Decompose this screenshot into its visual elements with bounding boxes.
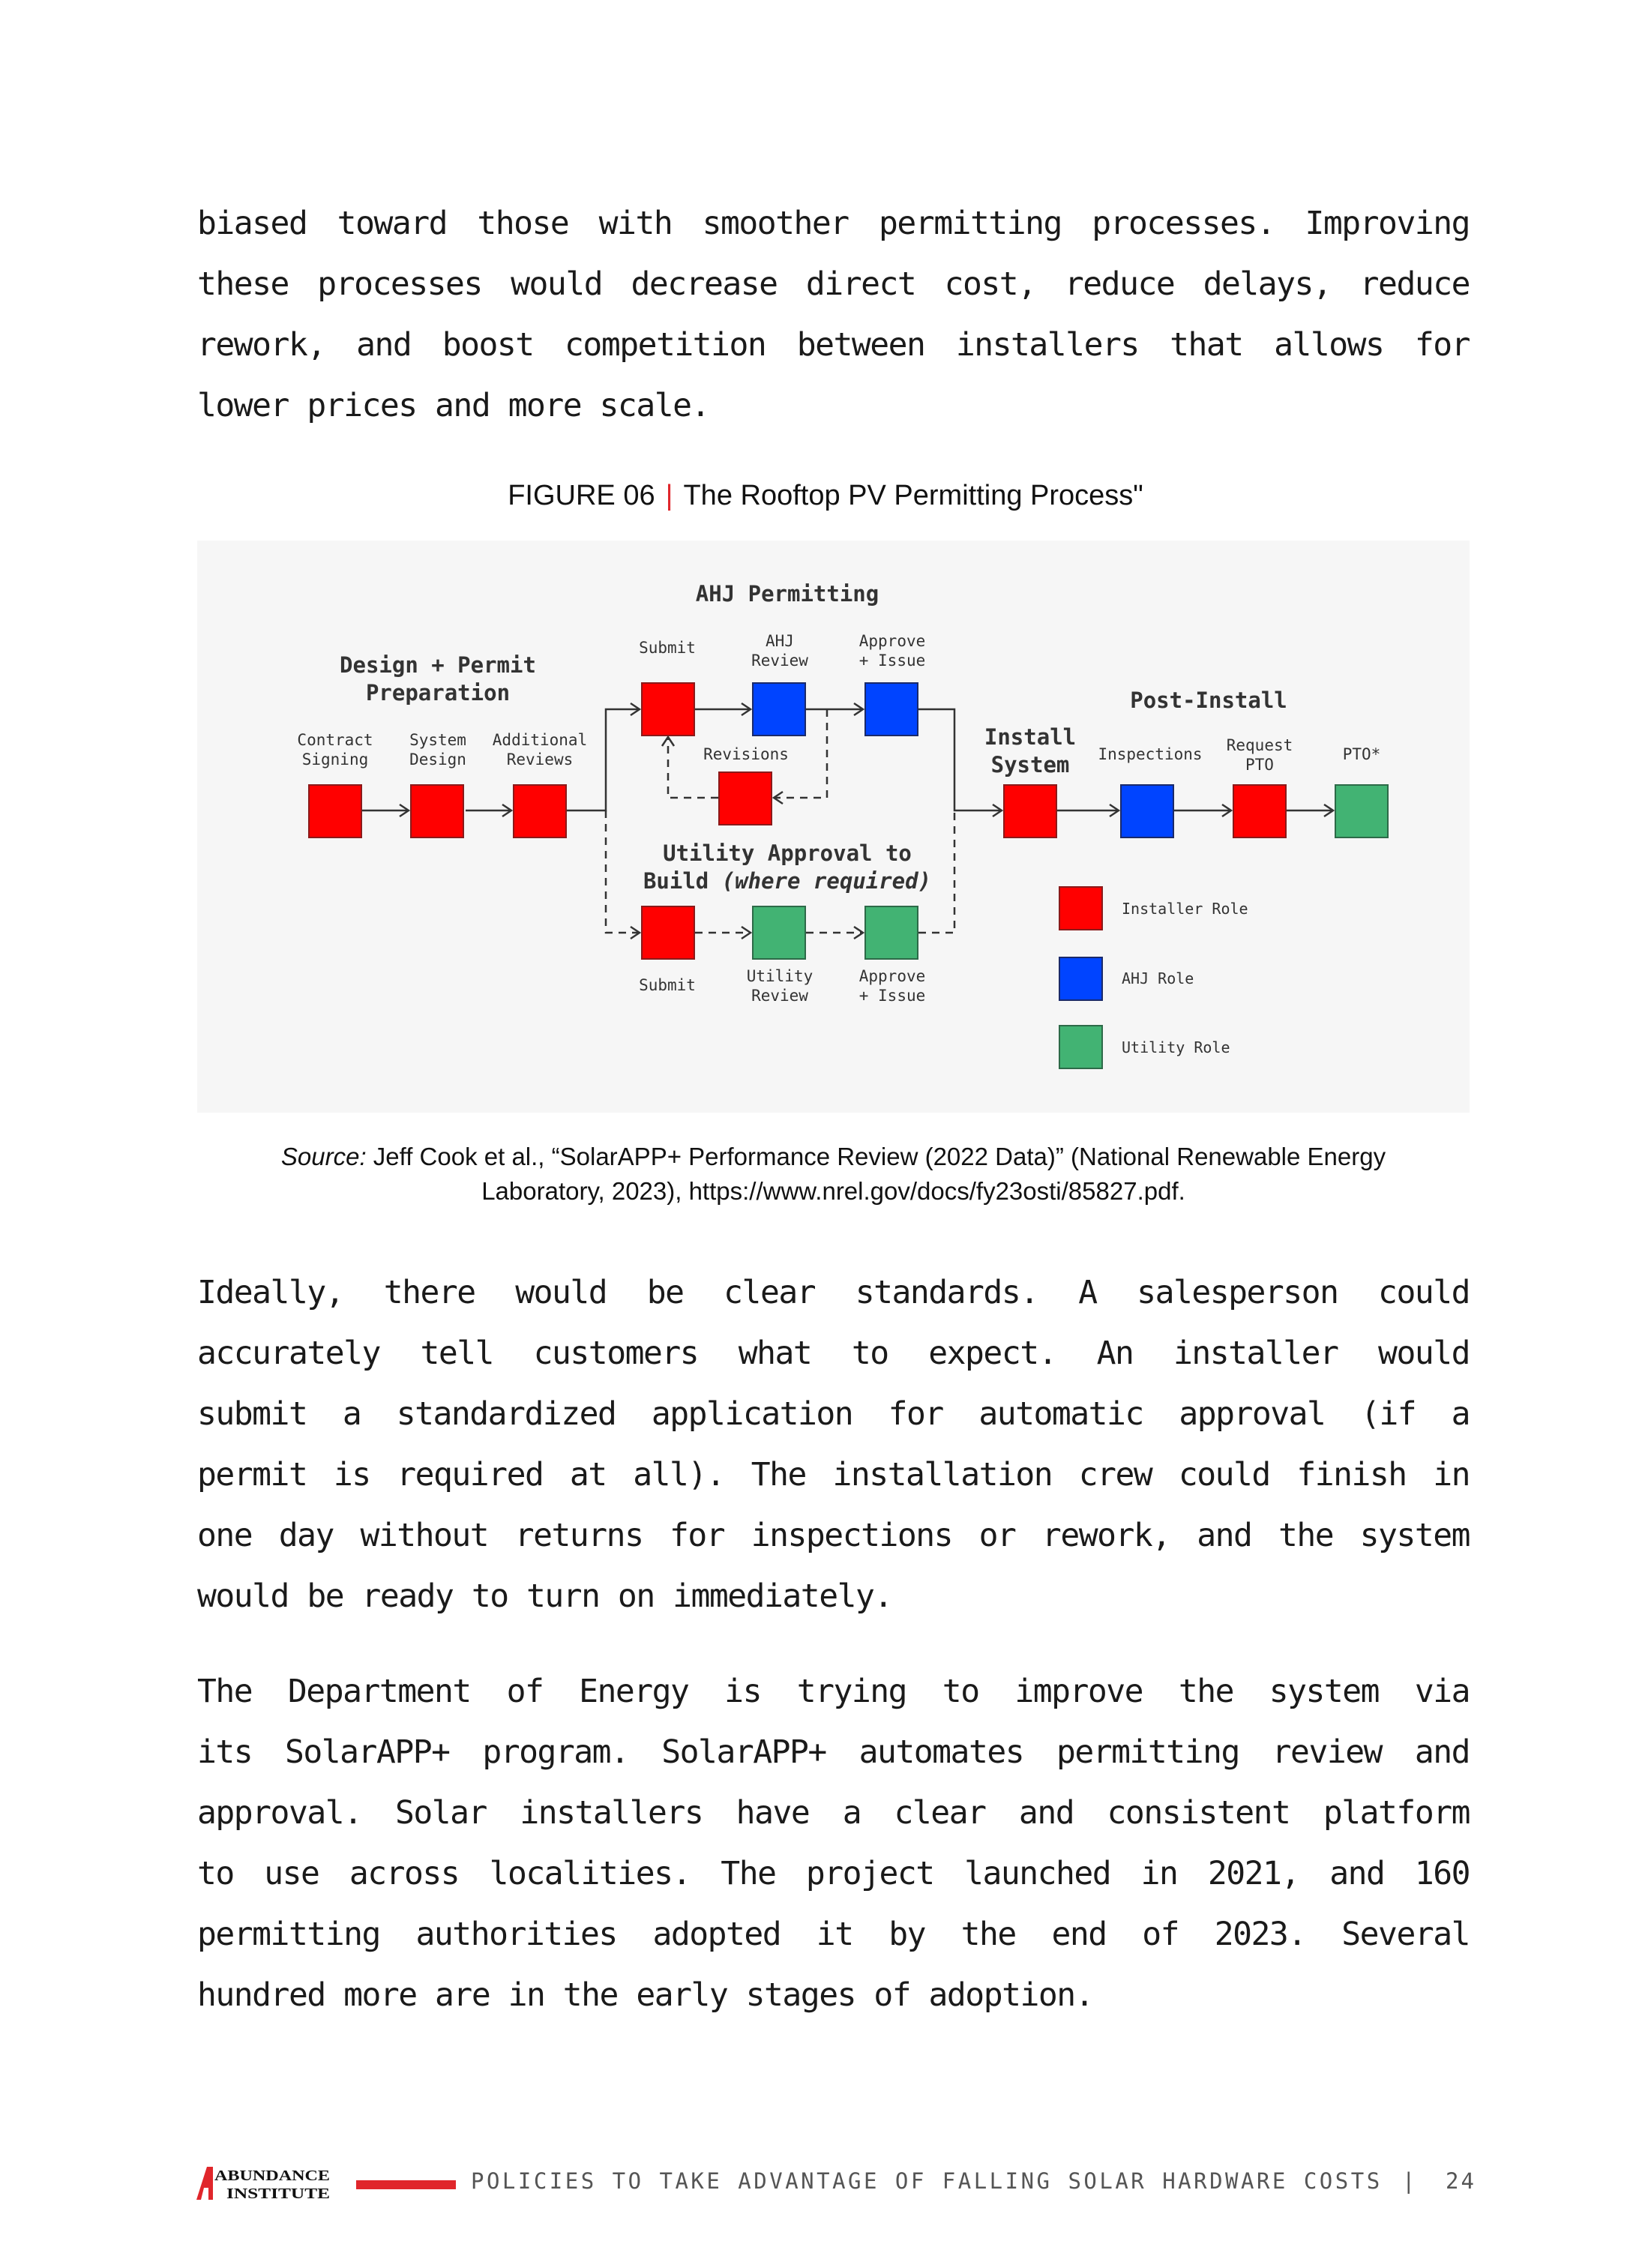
step-label-contract-signing: Contract Signing xyxy=(297,731,373,768)
step-box-utility-approve xyxy=(864,906,918,960)
step-label-system-design: System Design xyxy=(409,731,466,768)
legend-label-ahj: AHJ Role xyxy=(1122,969,1194,987)
step-box-ahj-review xyxy=(752,682,806,736)
step-box-contract-signing xyxy=(308,784,362,838)
install-system-heading-line1: Install xyxy=(984,724,1077,750)
text-line: these processes would decrease direct cost, reduce delays, reduce xyxy=(197,265,1470,303)
legend-swatch-installer xyxy=(1059,886,1103,930)
text-line: to use across localities. The project launched in 2021, and 160 xyxy=(197,1855,1470,1892)
figure-caption-title xyxy=(0,480,1651,512)
post-install-heading: Post-Install xyxy=(1130,688,1287,713)
figure-title: The Rooftop PV Permitting Process" xyxy=(683,480,1143,511)
utility-approval-heading-line2: Build (where required) xyxy=(643,868,932,894)
step-label-ahj-approve: Approve + Issue xyxy=(858,632,926,670)
svg-text:INSTITUTE: INSTITUTE xyxy=(226,2186,330,2201)
text-line: one day without returns for inspections or rework, and the system xyxy=(197,1517,1470,1554)
text-line: accurately tell customers what to expect. An installer would xyxy=(197,1335,1470,1372)
step-box-utility-submit xyxy=(641,906,695,960)
figure-title-separator: | xyxy=(665,480,673,511)
step-box-utility-review xyxy=(752,906,806,960)
step-box-pto xyxy=(1335,784,1389,838)
design-permit-heading-line2: Preparation xyxy=(365,680,511,706)
install-system-heading-line2: System xyxy=(990,752,1070,777)
text-line: biased toward those with smoother permitting processes. Improving xyxy=(197,205,1470,242)
step-box-inspections xyxy=(1120,784,1174,838)
text-line: its SolarAPP+ program. SolarAPP+ automates permitting review and xyxy=(197,1733,1470,1771)
step-box-request-pto xyxy=(1233,784,1287,838)
legend-swatch-utility xyxy=(1059,1025,1103,1069)
step-box-install-system xyxy=(1003,784,1057,838)
paragraph-2 xyxy=(197,1263,1470,1627)
text-line: rework, and boost competition between installers that allows for xyxy=(197,326,1470,364)
design-permit-heading-line1: Design + Permit xyxy=(340,652,536,678)
figure-source-citation: Source: Jeff Cook et al., “SolarAPP+ Performance Review (2022 Data)” (National Renewable Energy Laboratory, 2023), https://www.nrel.gov/docs/fy23osti/85827.pdf. xyxy=(280,1143,1386,1205)
utility-approval-heading-line1: Utility Approval to xyxy=(663,840,912,866)
step-label-inspections: Inspections xyxy=(1098,745,1203,763)
legend-swatch-ahj xyxy=(1059,957,1103,1001)
source-label: Source: xyxy=(280,1143,367,1170)
step-box-ahj-approve xyxy=(864,682,918,736)
text-line: permitting authorities adopted it by the end of 2023. Several xyxy=(197,1916,1470,1953)
step-label-additional-reviews: Additional Reviews xyxy=(492,731,588,768)
text-line: lower prices and more scale. xyxy=(197,387,709,424)
step-box-revisions xyxy=(718,771,772,825)
figure-number: FIGURE 06 xyxy=(508,480,655,511)
step-label-revisions: Revisions xyxy=(703,745,789,763)
legend-label-utility: Utility Role xyxy=(1122,1038,1230,1056)
step-label-request-pto: Request PTO xyxy=(1226,736,1293,774)
step-label-ahj-submit: Submit xyxy=(639,639,696,657)
footer-report-title: POLICIES TO TAKE ADVANTAGE OF FALLING SOLAR HARDWARE COSTS xyxy=(471,2168,1383,2194)
footer-accent-bar xyxy=(356,2180,456,2189)
svg-text:ABUNDANCE: ABUNDANCE xyxy=(214,2168,330,2184)
step-label-ahj-review: AHJ Review xyxy=(751,632,808,670)
step-label-utility-submit: Submit xyxy=(639,976,696,994)
footer-separator: | xyxy=(1402,2168,1416,2194)
abundance-institute-logo xyxy=(196,2165,331,2201)
text-line: The Department of Energy is trying to improve the system via xyxy=(197,1673,1470,1710)
step-box-system-design xyxy=(410,784,464,838)
legend-label-installer: Installer Role xyxy=(1122,900,1248,918)
step-box-ahj-submit xyxy=(641,682,695,736)
ahj-permitting-heading: AHJ Permitting xyxy=(695,581,879,607)
step-box-additional-reviews xyxy=(513,784,567,838)
step-label-utility-review: Utility Review xyxy=(746,967,814,1005)
step-label-pto: PTO* xyxy=(1342,745,1381,763)
step-label-utility-approve: Approve + Issue xyxy=(858,967,926,1005)
paragraph-1 xyxy=(197,193,1470,436)
permitting-process-diagram xyxy=(197,541,1470,1113)
text-line: would be ready to turn on immediately. xyxy=(197,1577,892,1615)
page-number: 24 xyxy=(1446,2168,1476,2194)
text-line: Ideally, there would be clear standards. A salesperson could xyxy=(197,1274,1470,1311)
text-line: permit is required at all). The installation crew could finish in xyxy=(197,1456,1470,1494)
text-line: submit a standardized application for automatic approval (if a xyxy=(197,1395,1470,1433)
text-line: hundred more are in the early stages of adoption. xyxy=(197,1976,1094,2014)
paragraph-3 xyxy=(197,1661,1470,2026)
source-link[interactable]: Laboratory, 2023), https://www.nrel.gov/docs/fy23osti/85827.pdf. xyxy=(481,1177,1185,1205)
text-line: approval. Solar installers have a clear and consistent platform xyxy=(197,1794,1470,1832)
